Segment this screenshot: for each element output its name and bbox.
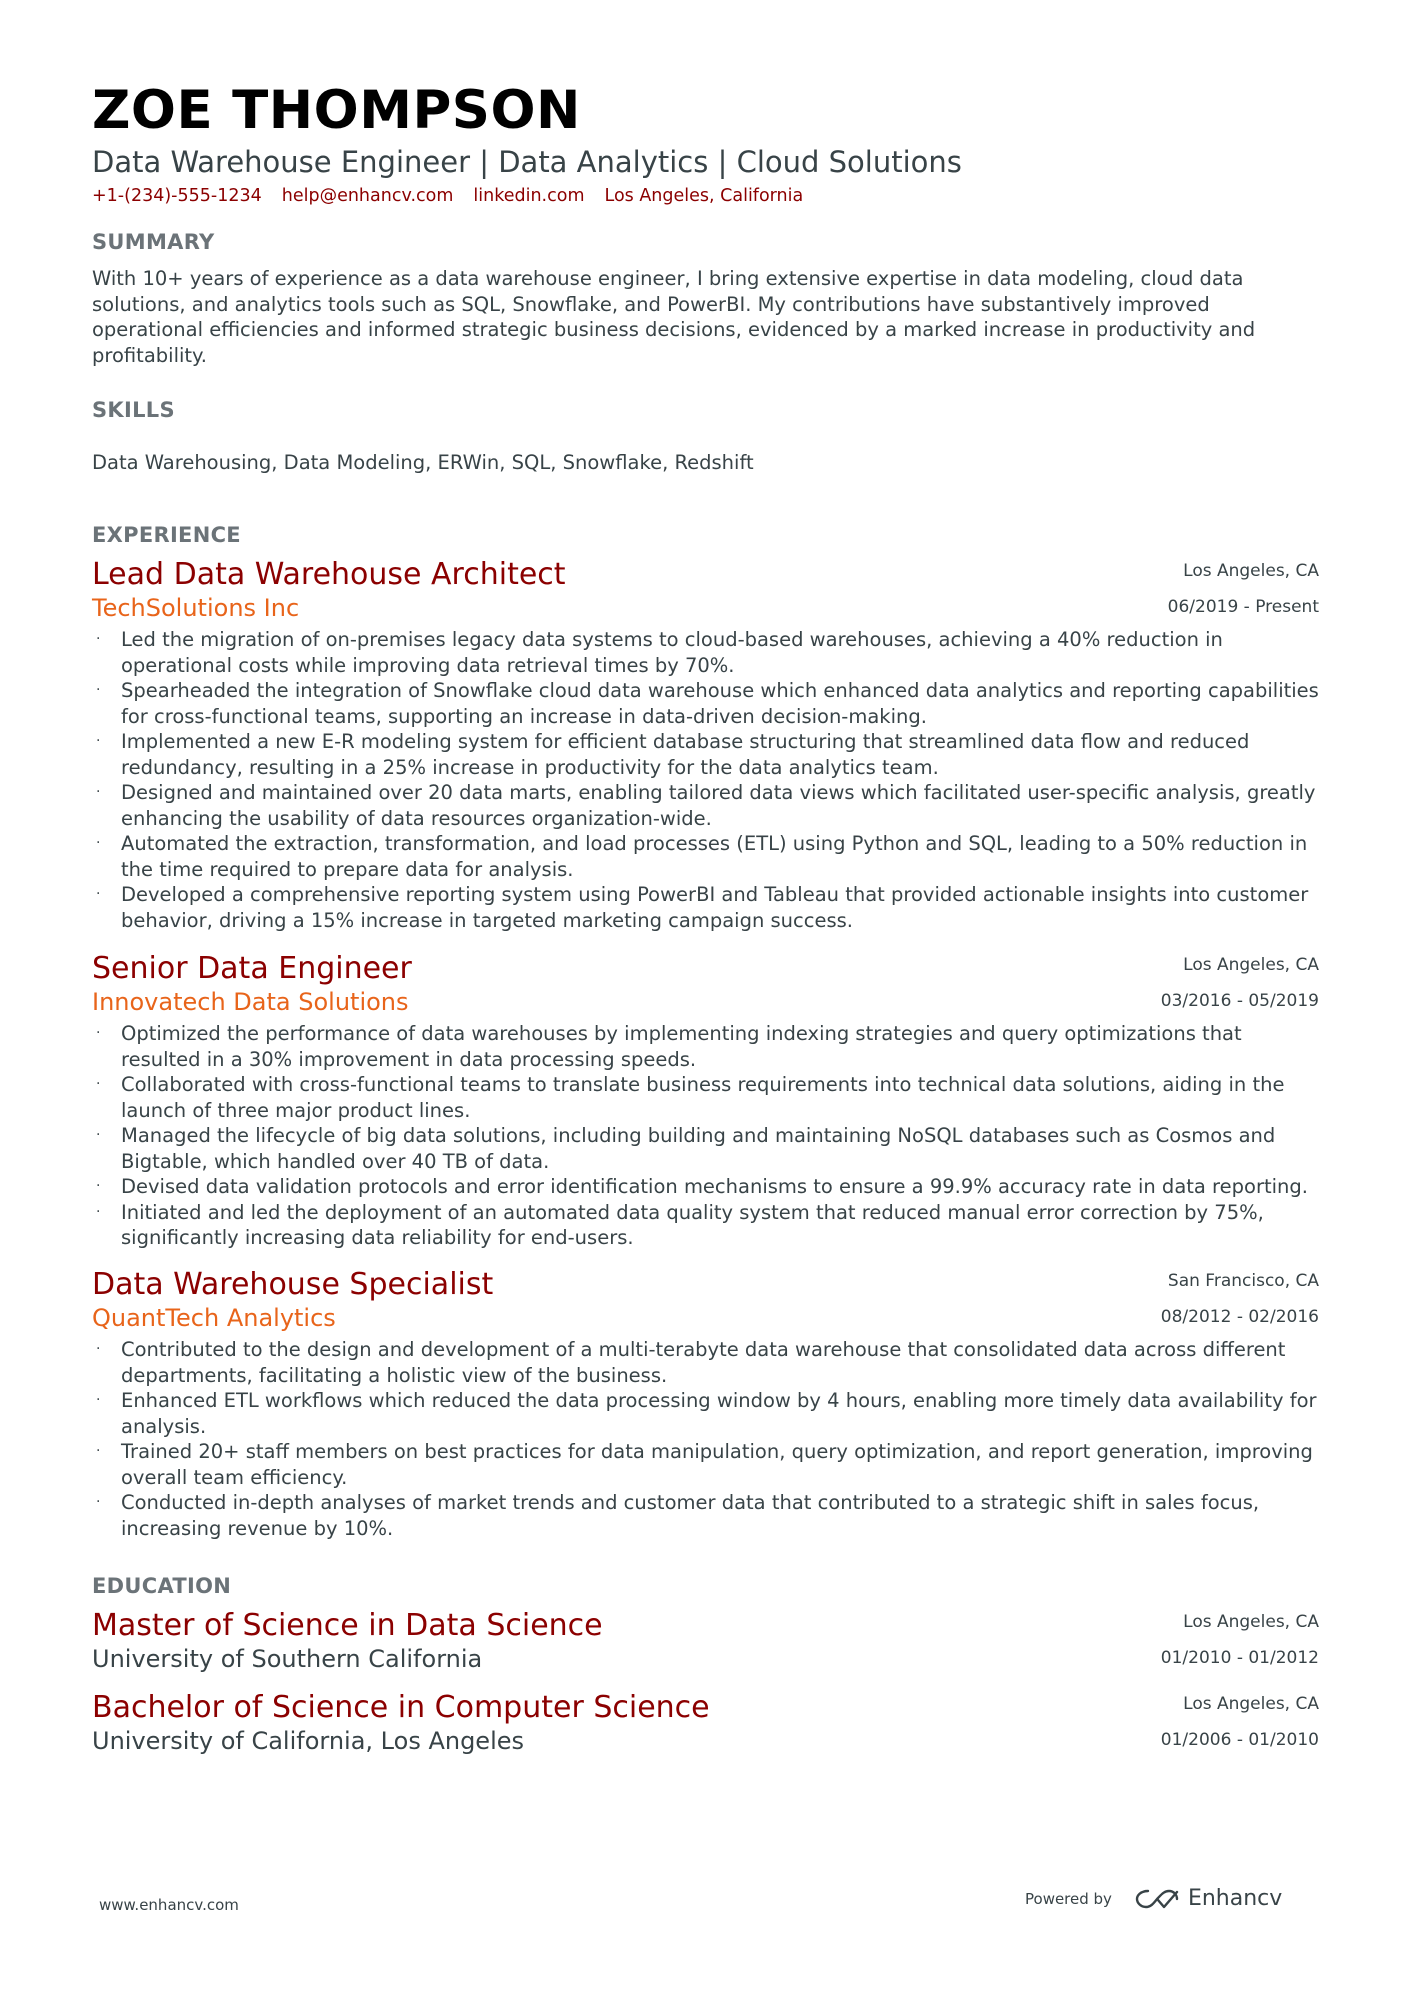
experience-entry [92, 557, 1319, 933]
job-dates: 08/2012 - 02/2016 [1160, 1307, 1319, 1327]
education-location: Los Angeles, CA [1183, 1612, 1319, 1632]
bullet-dot: · [96, 886, 101, 902]
contact-phone[interactable]: +1-(234)-555-1234 [92, 186, 262, 206]
bullet-dot: · [96, 835, 101, 851]
experience-entry [92, 951, 1319, 1251]
school-name: University of Southern California [92, 1645, 483, 1673]
bullet-item: · Collaborated with cross-functional teams to translate business requirements into technical data solutions, aiding in the launch of three major product lines. [96, 1073, 1285, 1122]
bullet-item: · Enhanced ETL workflows which reduced the data processing window by 4 hours, enabling more timely data availability for analysis. [96, 1389, 1317, 1438]
candidate-name: ZOE THOMPSON [92, 80, 581, 141]
bullet-dot: · [96, 1076, 101, 1092]
job-title: Lead Data Warehouse Architect [92, 557, 566, 592]
bullet-item: · Initiated and led the deployment of an automated data quality system that reduced manual error correction by 75%, significantly increasing data reliability for end-users. [96, 1200, 1264, 1249]
job-dates: 06/2019 - Present [1167, 597, 1319, 617]
bullet-item: · Designed and maintained over 20 data marts, enabling tailored data views which facilitated user-specific analysis, greatly enhancing the usability of data resources organization-wide. [96, 781, 1316, 830]
degree-title: Master of Science in Data Science [92, 1608, 603, 1643]
bullet-item: · Automated the extraction, transformation, and load processes (ETL) using Python and SQL, leading to a 50% reduction in the time required to prepare data for analysis. [96, 832, 1308, 881]
bullet-dot: · [96, 1494, 101, 1510]
school-name: University of California, Los Angeles [92, 1727, 525, 1755]
skills-heading: SKILLS [92, 398, 175, 422]
contact-bar [92, 184, 803, 208]
bullet-item: · Managed the lifecycle of big data solutions, including building and maintaining NoSQL databases such as Cosmos and Bigtable, which handled over 40 TB of data. [96, 1124, 1276, 1173]
brand-name: Enhancv [1187, 1886, 1283, 1911]
candidate-headline: Data Warehouse Engineer | Data Analytics | Cloud Solutions [92, 145, 962, 179]
summary-heading: SUMMARY [92, 230, 215, 254]
bullet-item: · Spearheaded the integration of Snowflake cloud data warehouse which enhanced data analytics and reporting capabilities for cross-functional teams, supporting an increase in data-driven decision-making. [96, 679, 1319, 728]
experience-entry [92, 1267, 1319, 1541]
bullet-dot: · [96, 1203, 101, 1220]
bullet-dot: · [96, 682, 101, 698]
bullet-item: · Devised data validation protocols and error identification mechanisms to ensure a 99.9% accuracy rate in data reporting. [96, 1175, 1308, 1198]
bullet-item: · Implemented a new E-R modeling system for efficient database structuring that streamlined data flow and reduced redundancy, resulting in a 25% increase in productivity for the data analytics team. [96, 730, 1250, 779]
job-title: Data Warehouse Specialist [92, 1267, 494, 1302]
education-location: Los Angeles, CA [1183, 1694, 1319, 1714]
bullet-dot: · [96, 1341, 101, 1357]
bullet-item: · Conducted in-depth analyses of market trends and customer data that contributed to a strategic shift in sales focus, increasing revenue by 10%. [96, 1491, 1260, 1540]
bullet-dot: · [96, 784, 101, 800]
bullet-item: · Trained 20+ staff members on best practices for data manipulation, query optimization, and report generation, improving overall team efficiency. [96, 1440, 1313, 1489]
bullet-dot: · [96, 631, 101, 647]
bullet-item: · Developed a comprehensive reporting system using PowerBI and Tableau that provided actionable insights into customer behavior, driving a 15% increase in targeted marketing campaign success. [96, 883, 1309, 932]
enhancv-logo-icon [1134, 1887, 1180, 1911]
job-bullets [92, 1337, 1319, 1541]
job-dates: 03/2016 - 05/2019 [1160, 991, 1319, 1011]
job-location: Los Angeles, CA [1183, 561, 1319, 581]
degree-title: Bachelor of Science in Computer Science [92, 1690, 710, 1725]
experience-heading: EXPERIENCE [92, 523, 241, 547]
education-dates: 01/2006 - 01/2010 [1160, 1730, 1319, 1750]
bullet-item: · Contributed to the design and development of a multi-terabyte data warehouse that consolidated data across different departments, facilitating a holistic view of the business. [96, 1338, 1286, 1387]
education-entry [92, 1608, 1319, 1674]
bullet-item: · Optimized the performance of data warehouses by implementing indexing strategies and query optimizations that resulted in a 30% improvement in data processing speeds. [96, 1022, 1242, 1071]
bullet-item: · Led the migration of on-premises legacy data systems to cloud-based warehouses, achieving a 40% reduction in operational costs while improving data retrieval times by 70%. [96, 628, 1223, 677]
skills-text: Data Warehousing, Data Modeling, ERWin, SQL, Snowflake, Redshift [92, 451, 754, 474]
bullet-dot: · [96, 1025, 101, 1041]
summary-text: With 10+ years of experience as a data warehouse engineer, I bring extensive expertise in data modeling, cloud data solutions, and analytics tools such as SQL, Snowflake, and PowerBI. My contributions have substantively improved operational efficiencies and informed strategic business decisions, evidenced by a marked increase in productivity and profitability. [92, 267, 1256, 367]
bullet-dot: · [96, 733, 101, 749]
job-company: Innovatech Data Solutions [92, 988, 409, 1016]
bullet-dot: · [96, 1127, 101, 1143]
job-company: TechSolutions Inc [92, 594, 300, 622]
bullet-dot: · [96, 1443, 101, 1459]
powered-by-label: Powered by [1025, 1889, 1112, 1908]
bullet-dot: · [96, 1392, 101, 1408]
footer-branding [1025, 1886, 1282, 1911]
job-location: Los Angeles, CA [1183, 955, 1319, 975]
education-entry [92, 1690, 1319, 1756]
contact-location: Los Angeles, California [604, 186, 804, 206]
job-bullets [92, 627, 1319, 933]
job-company: QuantTech Analytics [92, 1304, 336, 1332]
job-title: Senior Data Engineer [92, 951, 412, 986]
education-heading: EDUCATION [92, 1574, 232, 1598]
footer-website[interactable]: www.enhancv.com [99, 1896, 239, 1914]
education-dates: 01/2010 - 01/2012 [1160, 1648, 1319, 1668]
job-bullets [92, 1021, 1319, 1251]
bullet-dot: · [96, 1178, 101, 1194]
contact-email[interactable]: help@enhancv.com [281, 186, 454, 206]
brand-logo[interactable] [1134, 1886, 1282, 1911]
contact-linkedin[interactable]: linkedin.com [473, 186, 585, 206]
job-location: San Francisco, CA [1167, 1271, 1319, 1291]
